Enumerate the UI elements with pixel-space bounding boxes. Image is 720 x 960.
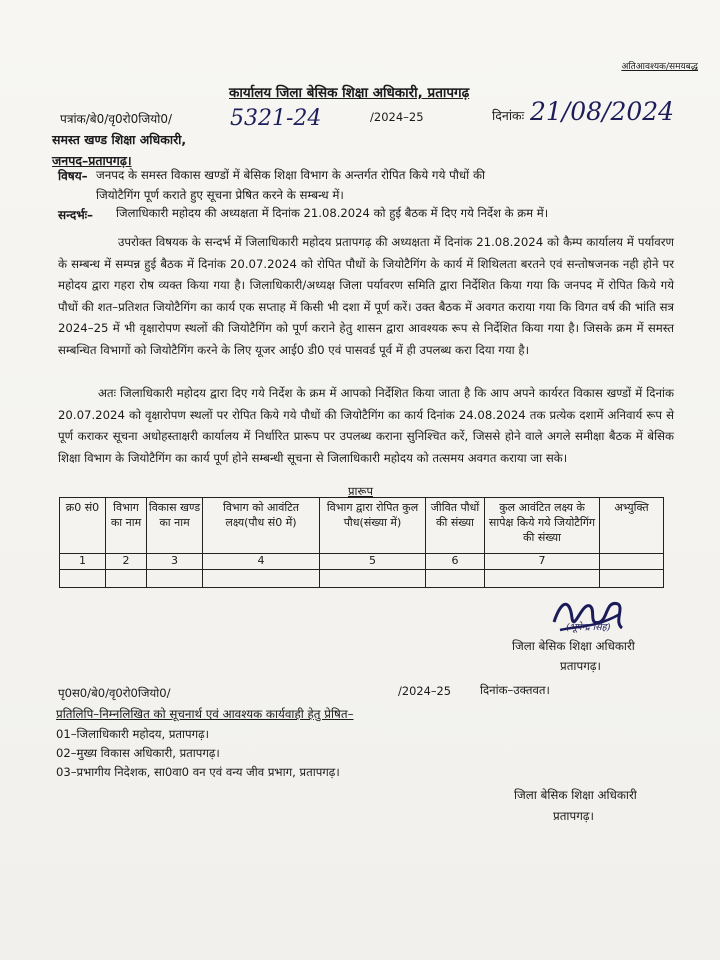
subject-line-2: जियोटैगिंग पूर्ण कराते हुए सूचना प्रेषित करने के सम्बन्ध में।: [96, 188, 344, 202]
table-header-cell: अभ्युक्ति: [600, 498, 664, 554]
addressee-line-1: समस्त खण्ड शिक्षा अधिकारी,: [52, 132, 187, 147]
date-label: दिनांकः: [492, 108, 525, 123]
table-number-cell: 7: [485, 554, 600, 570]
table-cell: [485, 570, 600, 588]
copy-recipient: 01–जिलाधिकारी महोदय, प्रतापगढ़।: [56, 727, 210, 741]
table-header-row: [60, 498, 664, 554]
subject-line-1: जनपद के समस्त विकास खण्डों में बेसिक शिक्षा विभाग के अन्तर्गत रोपित किये गये पौधों की: [96, 168, 486, 182]
signature-name: (भूपेन्द्र सिंह): [566, 622, 611, 633]
body-paragraph-1: उपरोक्त विषयक के सन्दर्भ में जिलाधिकारी महोदय प्रतापगढ़ की अध्यक्षता में दिनांक 21.08.2024 को कैम्प कार्यालय में पर्यावरण के सम्बन्ध में सम्पन्न हुई बैठक में दिनांक 20.07.2024 को रोपित पौधों के जियोटैगिंग के कार्य में शिथिलता बरतने एवं सन्तोषजनक नही होने पर महोदय द्वारा गहरा रोष व्यक्त किया गया है। जिलाधिकारी/अध्यक्ष जिला पर्यावरण समिति द्वारा निर्देशित किया गया कि जनपद में रोपित किये गये पौधों की शत–प्रतिशत जियोटैगिंग का कार्य एक सप्ताह में किसी भी दशा में पूर्ण करें। उक्त बैठक में अवगत कराया गया कि विगत वर्ष की भांति सत्र 2024–25 में भी वृक्षारोपण स्थलों की जियोटैगिंग को पूर्ण कराने हेतु शासन द्वारा आवश्यक रूप से निर्देशित किया गया है। जिसके क्रम में समस्त सम्बन्धित विभागों को जियोटैगिंग करने के लिए यूजर आई0 डी0 एवं पासवर्ड पूर्व में ही उपलब्ध करा दिया गया है।: [58, 235, 674, 357]
table-header-cell: विकास खण्ड का नाम: [147, 498, 203, 554]
table-number-cell: 2: [106, 554, 147, 570]
table-header-cell: विभाग का नाम: [106, 498, 147, 554]
letter-year: /2024–25: [370, 110, 424, 124]
copy-year: /2024–25: [398, 684, 452, 698]
table-cell: [600, 570, 664, 588]
table-number-cell: 6: [426, 554, 485, 570]
table-row: [60, 554, 664, 570]
copy-place: प्रतापगढ़।: [553, 809, 594, 823]
table-number-cell: 3: [147, 554, 203, 570]
subject-label: विषय–: [58, 169, 88, 183]
body-paragraph-2: अतः जिलाधिकारी महोदय द्वारा दिए गये निर्देश के क्रम में आपको निर्देशित किया जाता है कि आप अपने कार्यरत विकास खण्डों में दिनांक 20.07.2024 को वृक्षारोपण स्थलों पर रोपित किये गये पौधों की जियोटैगिंग का कार्य दिनांक 24.08.2024 तक प्रत्येक दशामें अनिवार्य रूप से पूर्ण कराकर सूचना अधोहस्ताक्षरी कार्यालय में निर्धारित प्रारूप पर उपलब्ध कराना सुनिश्चित करें, जिससे होने वाले अगले समीक्षा बैठक में बेसिक शिक्षा विभाग के जियोटैगिंग का कार्य पूर्ण होने सम्बन्धी सूचना से जिलाधिकारी महोदय को तत्समय अवगत कराया जा सके।: [58, 386, 674, 465]
copy-recipient: 02–मुख्य विकास अधिकारी, प्रतापगढ़।: [56, 746, 220, 760]
table-number-cell: 5: [320, 554, 426, 570]
table-header-cell: विभाग द्वारा रोपित कुल पौध(संख्या में): [320, 498, 426, 554]
table-header-cell: कुल आवंटित लक्ष्य के सापेक्ष किये गये जियोटैगिंग की संख्या: [485, 498, 600, 554]
format-table: [59, 497, 664, 588]
form-title: प्रारूप: [348, 484, 373, 498]
copy-designation: जिला बेसिक शिक्षा अधिकारी: [514, 788, 637, 802]
table-number-cell: 4: [203, 554, 320, 570]
table-cell: [320, 570, 426, 588]
signature-designation: जिला बेसिक शिक्षा अधिकारी: [512, 639, 635, 653]
table-cell: [60, 570, 106, 588]
copy-date: दिनांक–उक्तवत।: [480, 683, 550, 697]
copy-letter-number: पृ0स0/बे0/वृ0रो0जियो0/: [58, 686, 171, 700]
table-header-cell: जीवित पौधों की संख्या: [426, 498, 485, 554]
table-cell: [203, 570, 320, 588]
priority-note: अतिआवश्यक/समयबद्ध: [621, 62, 698, 72]
table-header-cell: विभाग को आवंटित लक्ष्य(पौध सं0 में): [203, 498, 320, 554]
table-cell: [106, 570, 147, 588]
table-cell: [426, 570, 485, 588]
date-handwritten: 21/08/2024: [530, 97, 675, 126]
table-cell: [147, 570, 203, 588]
table-row: [60, 570, 664, 588]
reference-text: जिलाधिकारी महोदय की अध्यक्षता में दिनांक 21.08.2024 को हुई बैठक में दिए गये निर्देश के क्रम में।: [116, 206, 549, 220]
copy-intro: प्रतिलिपि–निम्नलिखित को सूचनार्थ एवं आवश्यक कार्यवाही हेतु प्रेषित–: [56, 707, 354, 721]
letter-number-label: पत्रांक/बे0/वृ0रो0जियो0/: [60, 112, 173, 126]
addressee-line-2: जनपद–प्रतापगढ़।: [52, 153, 132, 168]
table-number-cell: 1: [60, 554, 106, 570]
reference-label: सन्दर्भः–: [58, 208, 94, 222]
table-header-cell: क्र0 सं0: [60, 498, 106, 554]
signature-place: प्रतापगढ़।: [560, 659, 601, 673]
copy-recipient: 03–प्रभागीय निदेशक, सा0वा0 वन एवं वन्य जीव प्रभाग, प्रतापगढ़।: [56, 765, 340, 779]
letter-number-handwritten: 5321-24: [230, 106, 322, 131]
office-title: कार्यालय जिला बेसिक शिक्षा अधिकारी, प्रतापगढ़: [229, 85, 470, 101]
table-number-cell: [600, 554, 664, 570]
